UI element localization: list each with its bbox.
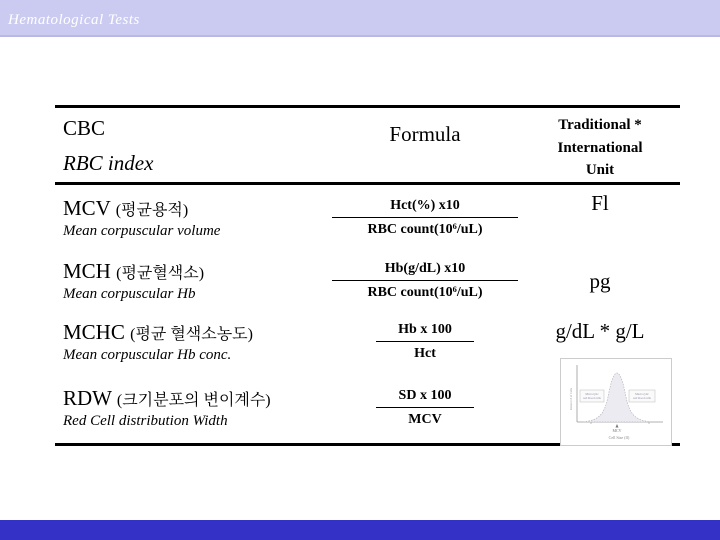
table-row-mch (55, 250, 680, 312)
header-cell-formula: Formula (389, 122, 461, 146)
mch-formula-denominator: RBC count(10⁶/uL) (367, 285, 483, 300)
rdw-abbr: RDW (63, 385, 112, 410)
mch-abbr: MCH (63, 259, 111, 283)
cell-size-distribution-graph (560, 358, 672, 446)
footer-bar (0, 520, 720, 540)
mcv-unit: Fl (591, 191, 609, 215)
header-cell-unit (520, 108, 680, 182)
header-unit-line3: Unit (585, 162, 615, 178)
graph-mcv-label: MCV (612, 428, 622, 433)
rbc-index-table (55, 105, 680, 446)
header-cell-cbc (55, 108, 330, 182)
mchc-term-cell (55, 312, 330, 372)
mchc-korean: (평균 혈색소농도) (130, 326, 253, 343)
graph-xlabel: Cell Size (fl) (608, 435, 630, 440)
table-row-mcv (55, 185, 680, 250)
distribution-curve-svg (561, 359, 671, 445)
header-cbc-label: CBC (63, 116, 106, 140)
mch-term (63, 259, 330, 284)
mch-korean: (평균혈색소) (116, 265, 205, 282)
mchc-formula (330, 312, 520, 372)
macrocytic-label-line1: Macrocytic (635, 392, 649, 396)
mcv-formula (330, 185, 520, 250)
table-header-row (55, 108, 680, 185)
mcv-term-cell (55, 185, 330, 250)
mch-unit: pg (589, 268, 611, 293)
slide-title: Hematological Tests (8, 12, 140, 28)
mcv-subtitle: Mean corpuscular volume (63, 222, 221, 239)
mcv-term (63, 196, 330, 221)
mchc-formula-numerator: Hb x 100 (376, 322, 474, 342)
mchc-unit: g/dL * g/L (555, 319, 645, 343)
header-rbc-index-label: RBC index (63, 151, 154, 175)
mchc-formula-denominator: Hct (414, 346, 436, 361)
mchc-term (63, 320, 330, 345)
microcytic-label-line2: red blood cells (583, 396, 601, 400)
graph-ylabel: Relative # of Cells (569, 387, 573, 411)
title-banner (0, 0, 720, 37)
header-unit-line2: International (557, 139, 643, 156)
rdw-term-cell (55, 372, 330, 443)
rdw-korean: (크기분포의 변이계수) (116, 391, 271, 409)
mch-term-cell (55, 250, 330, 312)
rdw-formula-numerator: SD x 100 (376, 388, 474, 408)
mchc-abbr: MCHC (63, 320, 125, 344)
mch-formula (330, 250, 520, 312)
mcv-korean: (평균용적) (115, 201, 189, 219)
mch-subtitle: Mean corpuscular Hb (63, 286, 196, 302)
mcv-formula-denominator: RBC count(10⁶/uL) (367, 221, 483, 237)
mcv-abbr: MCV (63, 195, 111, 220)
mch-formula-numerator: Hb(g/dL) x10 (332, 261, 518, 281)
mcv-arrow-icon (616, 424, 619, 428)
rdw-formula (330, 372, 520, 443)
rdw-subtitle: Red Cell distribution Width (63, 412, 228, 429)
rdw-term (63, 386, 330, 411)
header-unit-line1: Traditional * (558, 117, 642, 133)
mchc-subtitle: Mean corpuscular Hb conc. (63, 347, 232, 363)
mcv-formula-numerator: Hct(%) x10 (332, 198, 518, 218)
rdw-formula-denominator: MCV (408, 411, 442, 427)
macrocytic-label-line2: red blood cells (633, 396, 651, 400)
microcytic-label-line1: Microcytic (585, 392, 599, 396)
